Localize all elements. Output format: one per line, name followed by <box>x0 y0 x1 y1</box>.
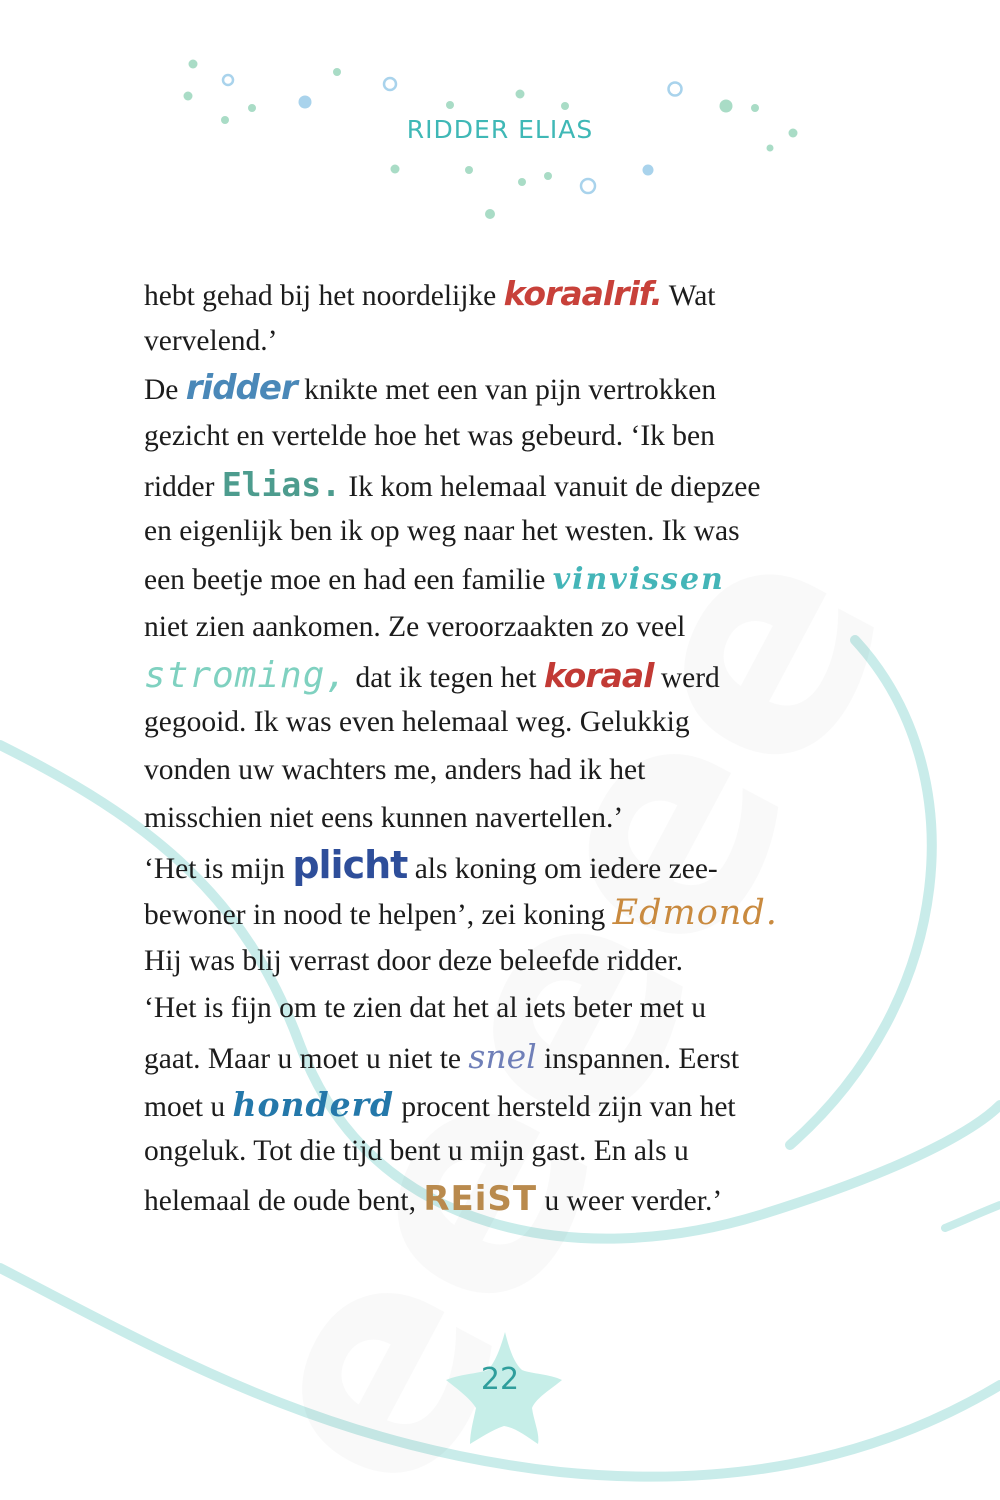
decorated-word-edmond: Edmond. <box>612 892 778 933</box>
text-segment: als koning om iedere zee- <box>407 853 718 886</box>
text-segment: gegooid. Ik was even helemaal weg. Gelukkig <box>144 706 690 739</box>
decorated-word-plicht: plicht <box>292 843 408 888</box>
text-line <box>144 556 864 604</box>
text-segment: De <box>144 374 186 407</box>
text-segment: u weer verder.’ <box>537 1185 723 1218</box>
text-line <box>144 1081 864 1129</box>
text-segment: moet u <box>144 1090 233 1123</box>
text-segment: gezicht en vertelde hoe het was gebeurd. ‘Ik ben <box>144 420 715 453</box>
decorated-word-ridder: ridder <box>185 368 297 409</box>
text-segment: Hij was blij verrast door deze beleefde ridder. <box>144 944 683 977</box>
text-segment: dat ik tegen het <box>348 661 544 694</box>
text-line <box>144 842 864 890</box>
text-line <box>144 699 864 747</box>
text-segment: misschien niet eens kunnen navertellen.’ <box>144 801 624 834</box>
text-segment: Wat <box>661 280 716 312</box>
text-line <box>144 747 864 795</box>
text-line <box>144 1176 864 1224</box>
wave-line-lower-right <box>945 1205 1000 1228</box>
text-line <box>144 1033 864 1081</box>
decorated-word-koraal: koraal <box>543 655 654 695</box>
text-segment: werd <box>653 661 720 694</box>
text-segment: gaat. Maar u moet u niet te <box>144 1043 469 1075</box>
text-segment: knikte met een van pijn vertrokken <box>296 374 717 407</box>
text-line <box>144 985 864 1033</box>
decorated-word-snel: snel <box>468 1037 537 1076</box>
text-line <box>144 365 864 413</box>
chapter-header: RIDDER ELIAS <box>406 115 594 144</box>
text-segment: helemaal de oude bent, <box>144 1185 424 1218</box>
text-line <box>144 938 864 986</box>
text-segment: niet zien aankomen. Ze veroorzaakten zo veel <box>144 610 686 643</box>
text-line <box>144 795 864 843</box>
decorated-word-vinvissen: vinvissen <box>552 562 725 598</box>
story-text <box>144 270 864 1224</box>
text-segment: ‘Het is mijn <box>144 853 293 886</box>
text-segment: hebt gehad bij het noordelijke <box>144 280 504 312</box>
text-line <box>144 270 864 318</box>
decorated-word-reist: REiST <box>423 1179 538 1220</box>
text-line <box>144 1128 864 1176</box>
text-line <box>144 461 864 509</box>
text-line <box>144 604 864 652</box>
text-segment: en eigenlijk ben ik op weg naar het westen. Ik was <box>144 515 740 548</box>
text-segment: Ik kom helemaal vanuit de diepzee <box>341 470 761 503</box>
text-segment: ‘Het is fijn om te zien dat het al iets beter met u <box>144 992 706 1025</box>
decorated-word-honderd: honderd <box>232 1084 395 1124</box>
decorated-word-koraalrif: koraalrif. <box>503 274 662 313</box>
text-segment: vervelend.’ <box>144 324 278 357</box>
text-segment: bewoner in nood te helpen’, zei koning <box>144 898 613 931</box>
text-line <box>144 413 864 461</box>
text-segment: een beetje moe en had een familie <box>144 564 553 597</box>
decorated-word-stroming: stroming, <box>144 654 349 696</box>
text-line <box>144 890 864 938</box>
decorated-word-elias: Elias. <box>221 464 342 504</box>
text-line <box>144 318 864 366</box>
text-segment: procent hersteld zijn van het <box>394 1090 736 1123</box>
text-segment: vonden uw wachters me, anders had ik het <box>144 753 646 786</box>
text-segment: ongeluk. Tot die tijd bent u mijn gast. En als u <box>144 1135 689 1168</box>
text-line <box>144 652 864 700</box>
text-segment: ridder <box>144 470 222 503</box>
text-line <box>144 508 864 556</box>
page-number: 22 <box>480 1362 520 1397</box>
text-segment: inspannen. Eerst <box>536 1043 740 1075</box>
